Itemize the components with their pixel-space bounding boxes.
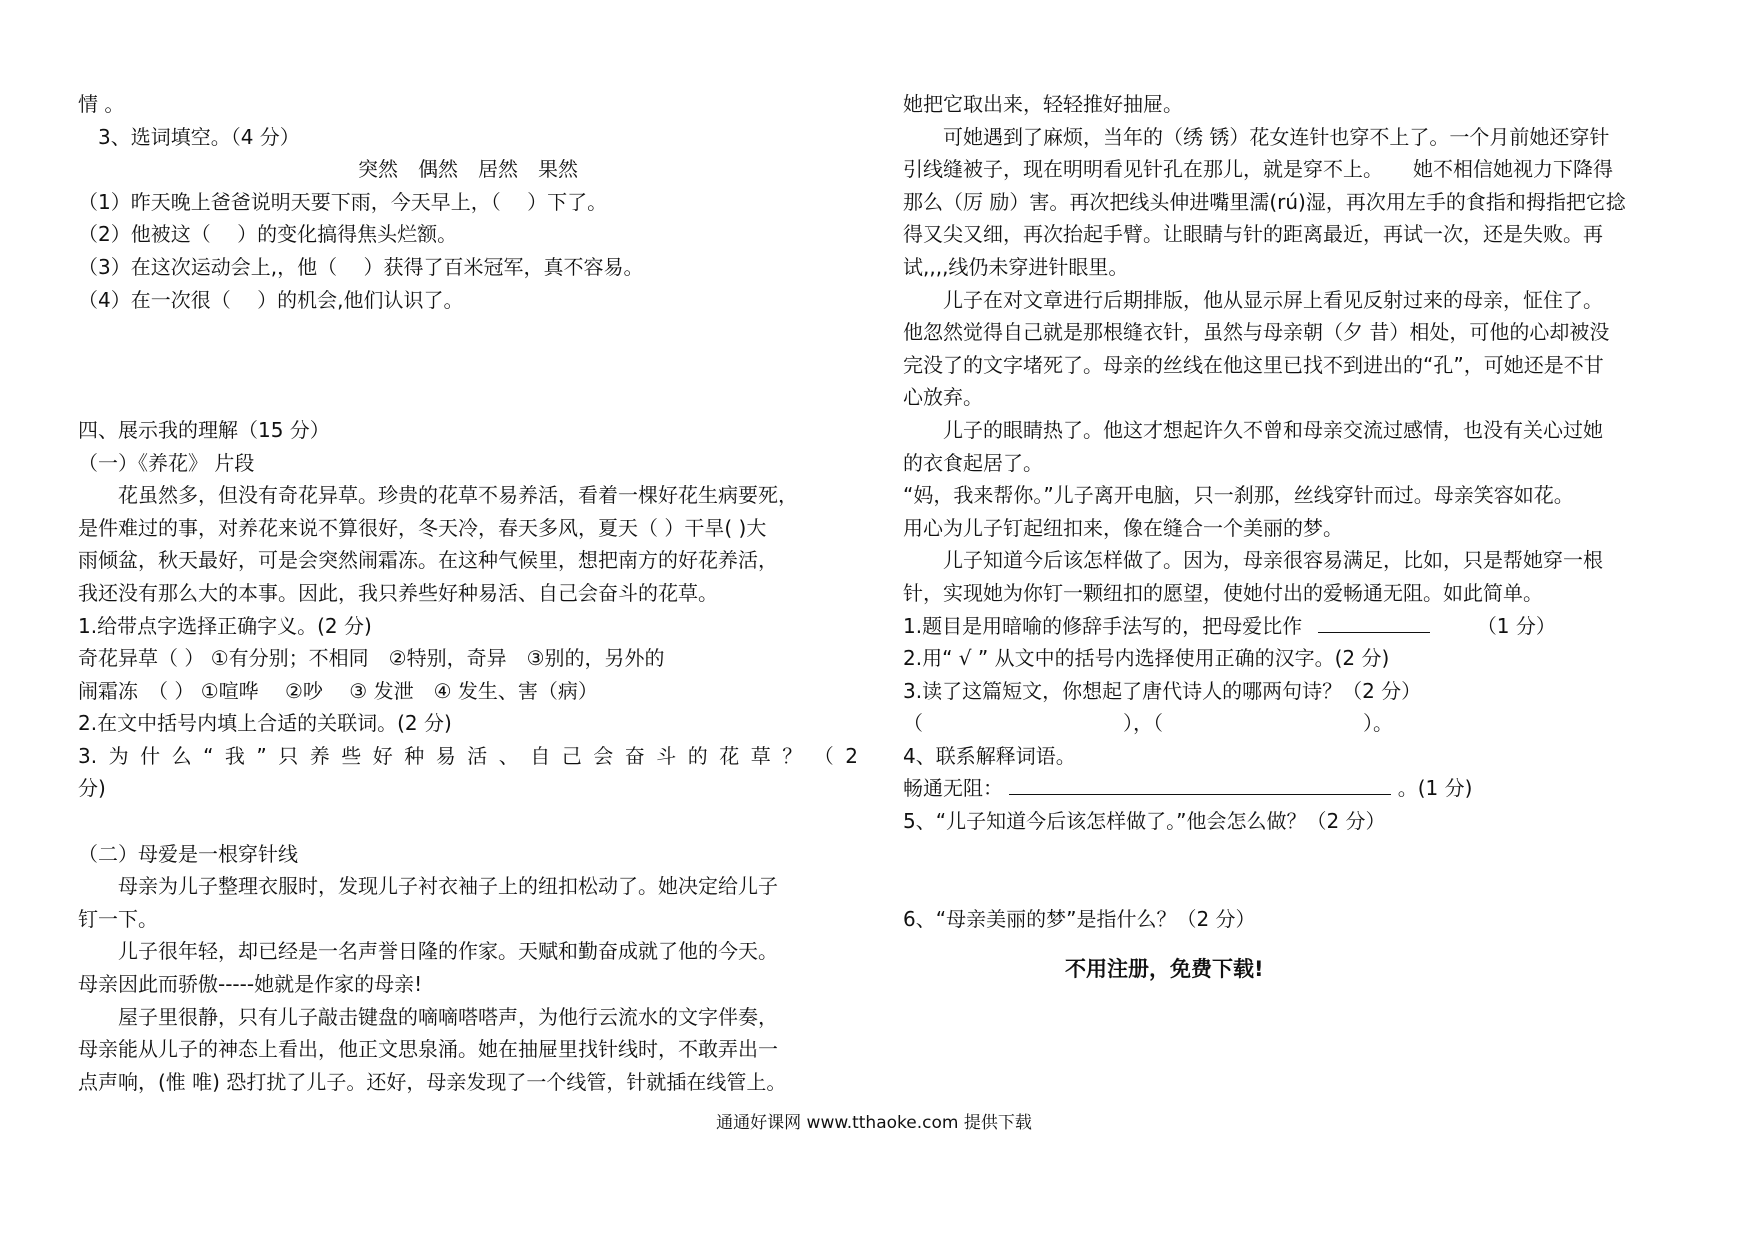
question-item: 闹霜冻 （ ） ①喧哗 ②吵 ③ 发泄 ④ 发生、害（病） <box>78 678 598 703</box>
question-heading: 3、选词填空。（4 分） <box>98 124 300 149</box>
passage-line: 儿子的眼睛热了。他这才想起许久不曾和母亲交流过感情，也没有关心过她 <box>943 417 1603 442</box>
question-item: 2.在文中括号内填上合适的关联词。(2 分) <box>78 711 452 736</box>
question-item: 奇花异草（ ） ①有分别；不相同 ②特别，奇异 ③别的，另外的 <box>78 646 665 671</box>
question-item: 分) <box>78 776 106 801</box>
passage-line: 的衣食起居了。 <box>903 450 1043 475</box>
answer-blank[interactable] <box>1318 612 1430 633</box>
passage-line: 可她遇到了麻烦，当年的（绣 锈）花女连针也穿不上了。一个月前她还穿针 <box>943 124 1610 149</box>
passage-title: （一）《养花》 片段 <box>78 450 255 475</box>
passage-line: 试,,,,线仍未穿进针眼里。 <box>903 254 1129 279</box>
question-item: 6、“母亲美丽的梦”是指什么？（2 分） <box>903 906 1256 931</box>
passage-line: 他忽然觉得自己就是那根缝衣针，虽然与母亲朝（夕 昔）相处，可他的心却被没 <box>903 320 1610 345</box>
question-item: 3.为什么“我”只养些好种易活、自己会奋斗的花草？（2 <box>78 743 858 768</box>
passage-line: 引线缝被子，现在明明看见针孔在那儿，就是穿不上。 她不相信她视力下降得 <box>903 157 1613 182</box>
passage-line: 雨倾盆，秋天最好，可是会突然闹霜冻。在这种气候里，想把南方的好花养活， <box>78 548 778 573</box>
passage-line: 针，实现她为你钉一颗纽扣的愿望，使她付出的爱畅通无阻。如此简单。 <box>903 580 1543 605</box>
section-heading: 四、展示我的理解（15 分） <box>78 417 330 442</box>
question-item: 4、联系解释词语。 <box>903 743 1076 768</box>
text-line: 情 。 <box>78 92 125 116</box>
page-footer: 通通好课网 www.tthaoke.com 提供下载 <box>716 1113 1032 1133</box>
passage-line: 用心为儿子钉起纽扣来，像在缝合一个美丽的梦。 <box>903 515 1343 540</box>
question-item: （1）昨天晚上爸爸说明天要下雨，今天早上，（ ）下了。 <box>78 189 608 214</box>
passage-line: 是件难过的事，对养花来说不算很好，冬天冷，春天多风，夏天（ ）干旱( )大 <box>78 515 767 540</box>
question-item <box>903 610 1688 643</box>
question-item: 5、“儿子知道今后该怎样做了。”他会怎么做？（2 分） <box>903 809 1386 834</box>
question-item: （4）在一次很（ ）的机会,他们认识了。 <box>78 287 464 312</box>
free-download-note: 不用注册，免费下载! <box>1065 957 1264 982</box>
passage-line: 母亲能从儿子的神态上看出，他正文思泉涌。她在抽屉里找针线时，不敢弄出一 <box>78 1037 778 1062</box>
question-item: 3.读了这篇短文，你想起了唐代诗人的哪两句诗？（2 分） <box>903 678 1422 703</box>
right-column <box>903 88 1688 986</box>
score-note: 。(1 分) <box>1397 776 1473 801</box>
word-choices: 突然 偶然 居然 果然 <box>358 157 578 182</box>
question-item: （2）他被这（ ）的变化搞得焦头烂额。 <box>78 222 458 247</box>
answer-blank[interactable] <box>1009 774 1391 795</box>
answer-parentheses: （ ），（ ）。 <box>903 711 1393 736</box>
passage-line: 儿子很年轻，却已经是一名声誉日隆的作家。天赋和勤奋成就了他的今天。 <box>118 939 778 964</box>
question-item: 2.用“ √ ” 从文中的括号内选择使用正确的汉字。(2 分) <box>903 646 1390 671</box>
passage-line: “妈，我来帮你。”儿子离开电脑，只一刹那，丝线穿针而过。母亲笑容如花。 <box>903 483 1574 508</box>
passage-line: 母亲因此而骄傲-----她就是作家的母亲! <box>78 972 423 997</box>
question-text: 1.题目是用暗喻的修辞手法写的，把母爱比作 <box>903 613 1303 638</box>
score-note: （1 分） <box>1476 613 1556 638</box>
question-item <box>903 772 1688 805</box>
left-column <box>78 88 858 1098</box>
passage-line: 钉一下。 <box>78 906 158 931</box>
passage-line: 母亲为儿子整理衣服时，发现儿子衬衣袖子上的纽扣松动了。她决定给儿子 <box>118 874 778 899</box>
passage-title: （二）母爱是一根穿针线 <box>78 841 298 866</box>
passage-line: 儿子知道今后该怎样做了。因为，母亲很容易满足，比如，只是帮她穿一根 <box>943 548 1603 573</box>
question-item: 1.给带点字选择正确字义。(2 分) <box>78 613 372 638</box>
question-text: 畅通无阻： <box>903 776 1003 801</box>
passage-line: 心放弃。 <box>903 385 983 410</box>
passage-line: 儿子在对文章进行后期排版，他从显示屏上看见反射过来的母亲，怔住了。 <box>943 287 1603 312</box>
passage-line: 屋子里很静，只有儿子敲击键盘的嘀嘀嗒嗒声，为他行云流水的文字伴奏， <box>118 1004 778 1029</box>
passage-line: 完没了的文字堵死了。母亲的丝线在他这里已找不到进出的“孔”，可她还是不甘 <box>903 352 1604 377</box>
passage-line: 花虽然多，但没有奇花异草。珍贵的花草不易养活，看着一棵好花生病要死， <box>118 483 798 508</box>
passage-line: 那么（厉 励）害。再次把线头伸进嘴里濡(rú)湿，再次用左手的食指和拇指把它捻 <box>903 189 1626 214</box>
question-item: （3）在这次运动会上,，他（ ）获得了百米冠军，真不容易。 <box>78 254 644 279</box>
passage-line: 点声响，(惟 唯) 恐打扰了儿子。还好，母亲发现了一个线管，针就插在线管上。 <box>78 1069 787 1094</box>
passage-line: 我还没有那么大的本事。因此，我只养些好种易活、自己会奋斗的花草。 <box>78 580 718 605</box>
passage-line: 得又尖又细，再次抬起手臂。让眼睛与针的距离最近，再试一次，还是失败。再 <box>903 222 1603 247</box>
passage-line: 她把它取出来，轻轻推好抽屉。 <box>903 92 1183 116</box>
